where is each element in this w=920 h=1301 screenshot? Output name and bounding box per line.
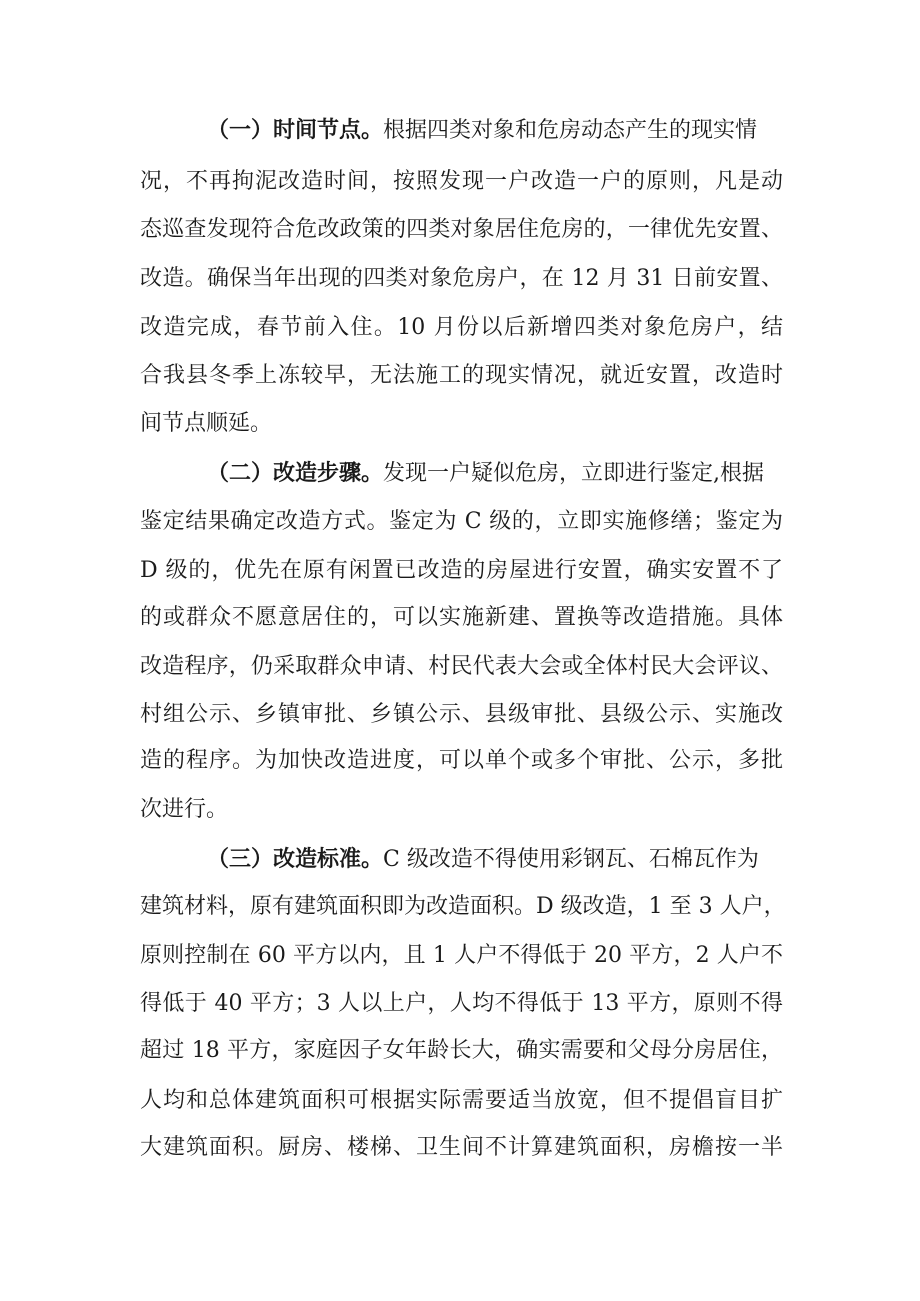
paragraph-line: 间节点顺延。 <box>140 411 273 436</box>
paragraph-line: 况，不再拘泥改造时间，按照发现一户改造一户的原则，凡是动 <box>140 169 783 194</box>
paragraph-line: 合我县冬季上冻较早，无法施工的现实情况，就近安置，改造时 <box>140 363 783 388</box>
paragraph-line: 态巡查发现符合危改政策的四类对象居住危房的，一律优先安置、 <box>140 217 783 242</box>
section-heading: （二）改造步骤。 <box>207 460 384 486</box>
paragraph-line: 建筑材料，原有建筑面积即为改造面积。D 级改造，1 至 3 人户， <box>140 894 786 919</box>
section-heading: （三）改造标准。 <box>207 846 384 872</box>
paragraph-line: 改造。确保当年出现的四类对象危房户，在 12 月 31 日前安置、 <box>140 266 783 291</box>
paragraph-text: 发现一户疑似危房，立即进行鉴定,根据 <box>383 461 765 486</box>
paragraph-text: 根据四类对象和危房动态产生的现实情 <box>383 118 758 143</box>
paragraph-line: 村组公示、乡镇审批、乡镇公示、县级审批、县级公示、实施改 <box>140 702 783 727</box>
paragraph-line: 大建筑面积。厨房、楼梯、卫生间不计算建筑面积，房檐按一半 <box>140 1135 783 1160</box>
paragraph-line: 改造程序，仍采取群众申请、村民代表大会或全体村民大会评议、 <box>140 654 783 679</box>
paragraph-line: D 级的，优先在原有闲置已改造的房屋进行安置，确实安置不了 <box>140 558 783 583</box>
paragraph-line: 改造完成，春节前入住。10 月份以后新增四类对象危房户，结 <box>140 315 783 340</box>
paragraph-line <box>207 843 783 875</box>
paragraph-line <box>207 457 783 489</box>
paragraph-line: 造的程序。为加快改造进度，可以单个或多个审批、公示，多批 <box>140 748 783 773</box>
paragraph-line: 的或群众不愿意居住的，可以实施新建、置换等改造措施。具体 <box>140 605 783 630</box>
paragraph-line: 次进行。 <box>140 797 229 822</box>
paragraph-text: C 级改造不得使用彩钢瓦、石棉瓦作为 <box>383 847 759 872</box>
paragraph-line: 人均和总体建筑面积可根据实际需要适当放宽，但不提倡盲目扩 <box>140 1088 783 1113</box>
paragraph-line: 原则控制在 60 平方以内，且 1 人户不得低于 20 平方，2 人户不 <box>140 943 783 968</box>
paragraph-line: 鉴定结果确定改造方式。鉴定为 C 级的，立即实施修缮；鉴定为 <box>140 509 783 534</box>
paragraph-line <box>207 114 783 146</box>
paragraph-line: 得低于 40 平方；3 人以上户，人均不得低于 13 平方，原则不得 <box>140 991 783 1016</box>
section-heading: （一）时间节点。 <box>207 117 384 143</box>
paragraph-line: 超过 18 平方，家庭因子女年龄长大，确实需要和父母分房居住， <box>140 1038 783 1063</box>
